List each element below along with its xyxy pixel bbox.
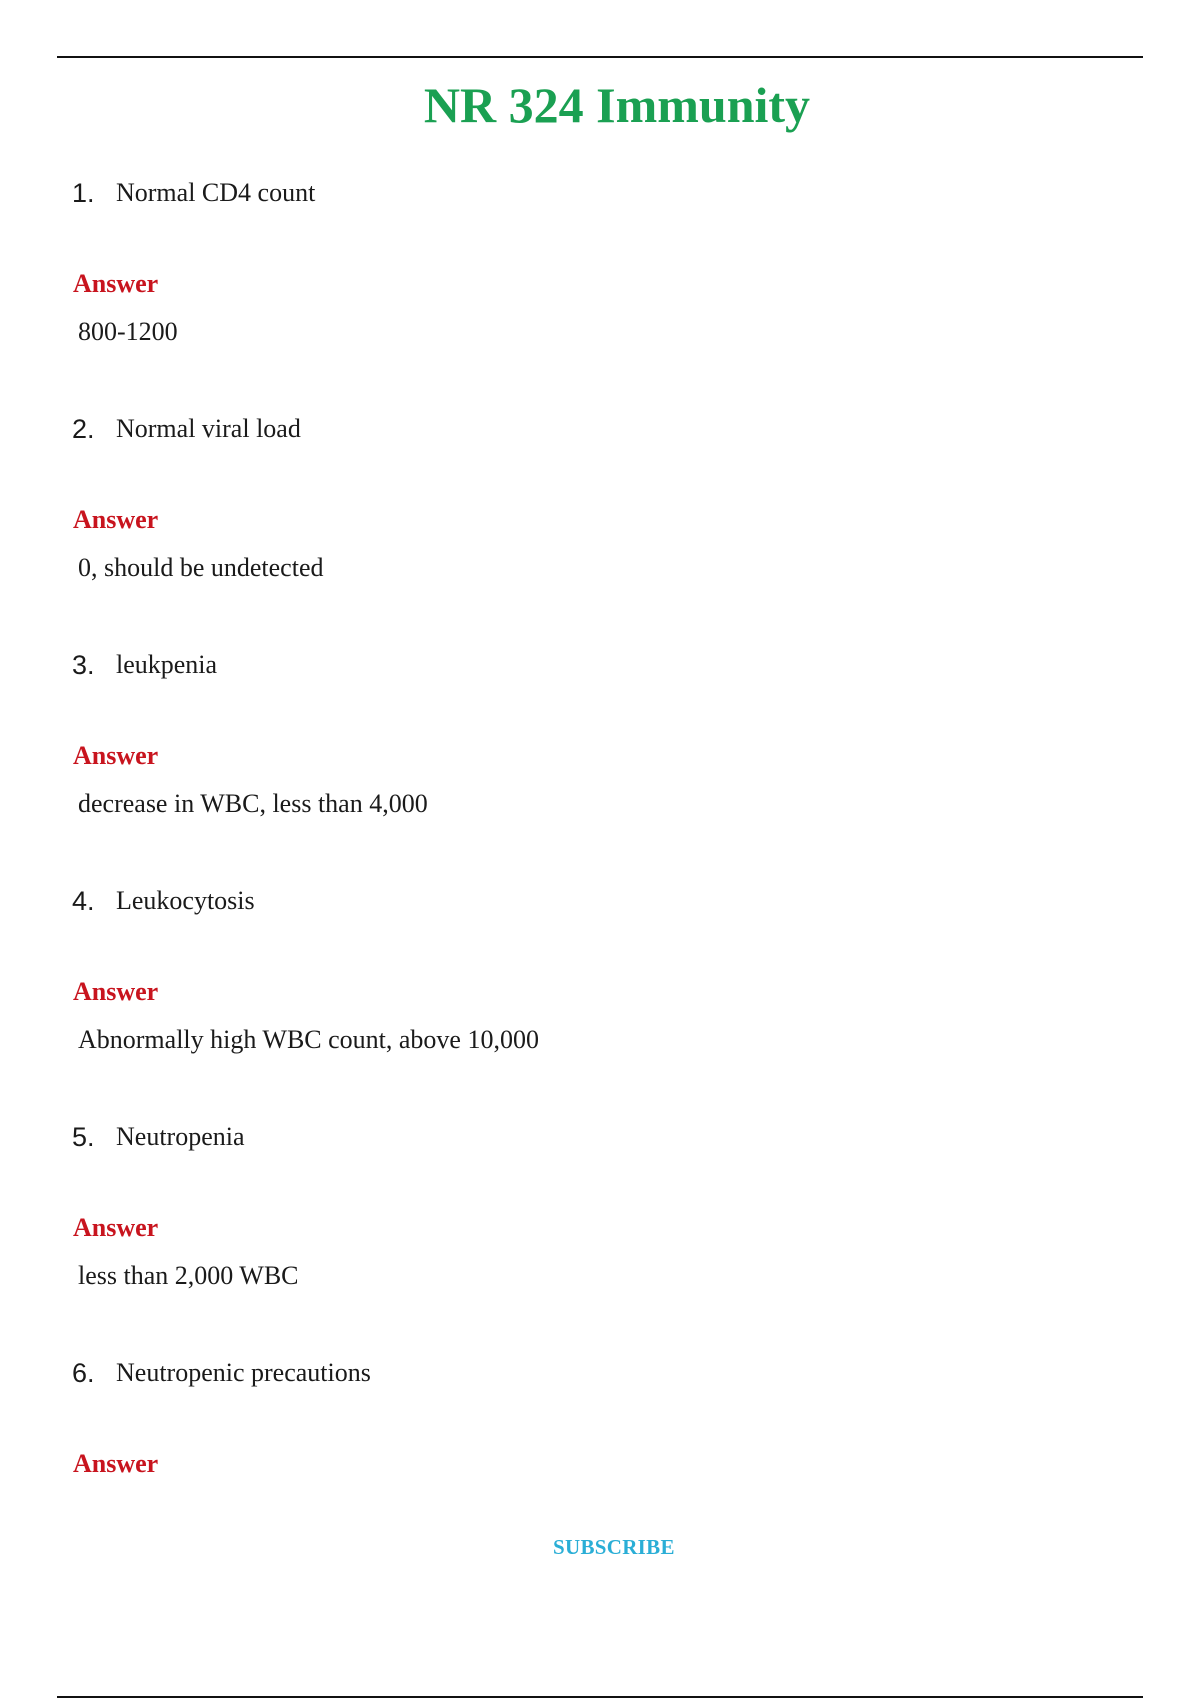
answer-label: Answer — [73, 1449, 159, 1478]
question-number: 5. — [72, 1121, 95, 1152]
answer-label: Answer — [73, 741, 159, 770]
answer-text: Abnormally high WBC count, above 10,000 — [78, 1025, 539, 1054]
question-row — [72, 173, 315, 213]
question-number: 2. — [72, 413, 95, 444]
question-row — [72, 409, 301, 449]
question-text: Neutropenia — [116, 1122, 245, 1151]
answer-text: 0, should be undetected — [78, 553, 324, 582]
bottom-rule — [57, 1696, 1143, 1698]
question-number: 6. — [72, 1357, 95, 1388]
page-title: NR 324 Immunity — [423, 77, 811, 133]
question-text: Neutropenic precautions — [116, 1358, 371, 1387]
question-row — [72, 645, 217, 685]
subscribe-link[interactable]: SUBSCRIBE — [553, 1535, 675, 1559]
answer-text: less than 2,000 WBC — [78, 1261, 299, 1290]
answer-label: Answer — [73, 1213, 159, 1242]
question-text: Normal CD4 count — [116, 178, 316, 207]
answer-text: 800-1200 — [78, 317, 178, 346]
answer-text: decrease in WBC, less than 4,000 — [78, 789, 428, 818]
question-number: 4. — [72, 885, 95, 916]
answer-label: Answer — [73, 269, 159, 298]
question-text: Leukocytosis — [116, 886, 255, 915]
top-rule — [57, 56, 1143, 58]
answer-label: Answer — [73, 505, 159, 534]
answer-label: Answer — [73, 977, 159, 1006]
question-row — [72, 1117, 245, 1157]
question-row — [72, 881, 255, 921]
question-text: Normal viral load — [116, 414, 301, 443]
question-number: 1. — [72, 177, 95, 208]
question-number: 3. — [72, 649, 95, 680]
question-text: leukpenia — [116, 650, 218, 679]
question-row — [72, 1353, 371, 1393]
